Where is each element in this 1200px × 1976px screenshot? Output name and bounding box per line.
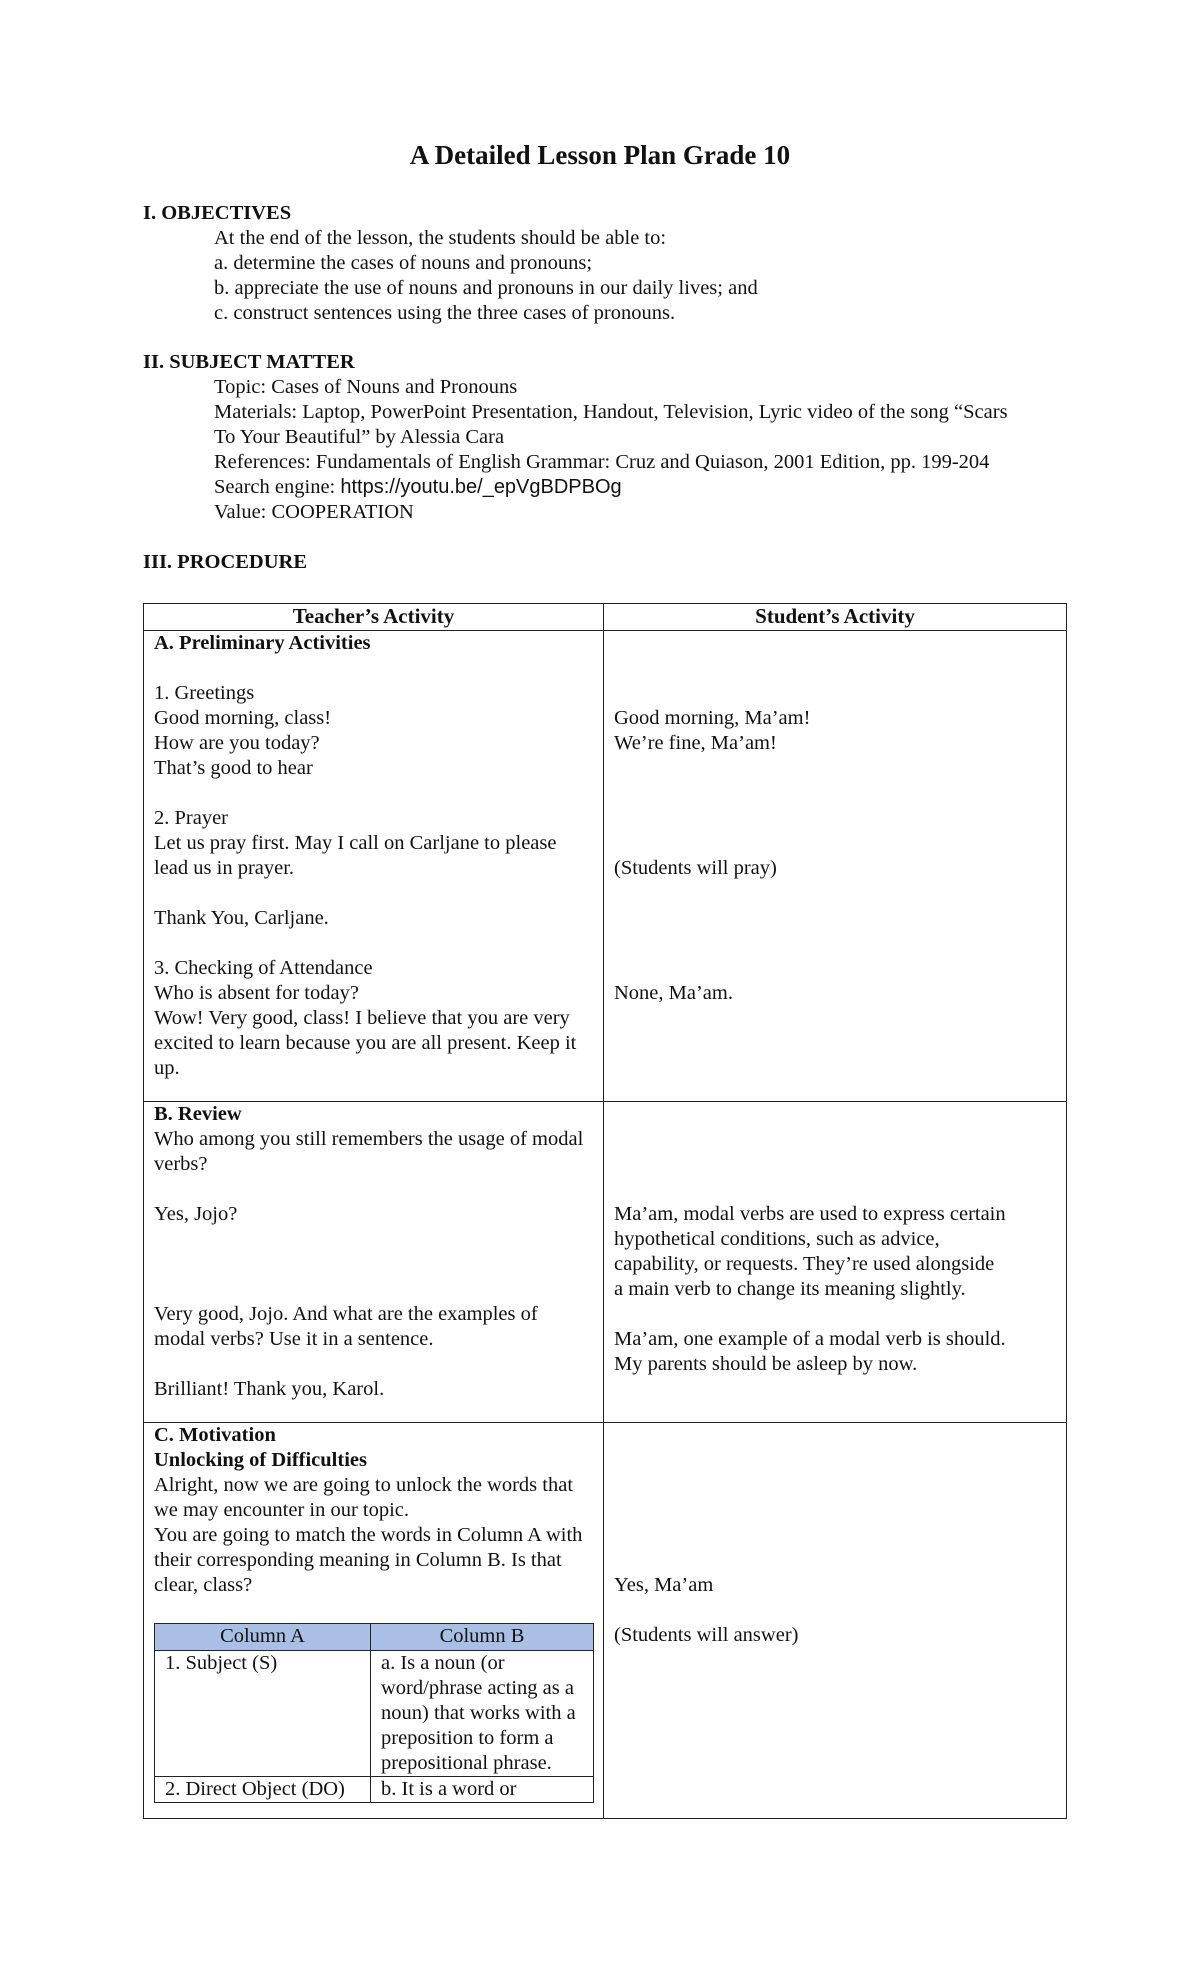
teacher-line: You are going to match the words in Column A with xyxy=(154,1524,583,1546)
teacher-line: modal verbs? Use it in a sentence. xyxy=(154,1328,434,1350)
student-line: My parents should be asleep by now. xyxy=(614,1353,918,1375)
motivation-row xyxy=(144,1423,1067,1819)
materials-line: Materials: Laptop, PowerPoint Presentation, Handout, Television, Lyric video of the song “Scars xyxy=(214,401,1008,423)
greetings-label: 1. Greetings xyxy=(154,682,255,704)
teacher-line: Alright, now we are going to unlock the words that xyxy=(154,1474,574,1496)
column-a-cell: 2. Direct Object (DO) xyxy=(155,1777,371,1803)
objectives-intro: At the end of the lesson, the students should be able to: xyxy=(214,227,667,249)
objective-item: c. construct sentences using the three cases of pronouns. xyxy=(214,302,676,324)
prayer-label: 2. Prayer xyxy=(154,807,229,829)
teacher-line: verbs? xyxy=(154,1153,208,1175)
objective-item: a. determine the cases of nouns and pronouns; xyxy=(214,252,593,274)
matching-table xyxy=(154,1623,594,1803)
preliminary-row xyxy=(144,631,1067,1102)
procedure-table xyxy=(143,603,1067,1819)
search-engine-link[interactable]: https://youtu.be/_epVgBDPBOg xyxy=(340,476,622,498)
teacher-line: we may encounter in our topic. xyxy=(154,1499,410,1521)
procedure-heading: III. PROCEDURE xyxy=(143,551,308,573)
student-line: a main verb to change its meaning slightly. xyxy=(614,1278,966,1300)
student-line: Ma’am, modal verbs are used to express certain xyxy=(614,1203,1006,1225)
materials-line: To Your Beautiful” by Alessia Cara xyxy=(214,426,505,448)
teacher-line: How are you today? xyxy=(154,732,320,754)
teacher-line: lead us in prayer. xyxy=(154,857,295,879)
column-a-cell: 1. Subject (S) xyxy=(155,1651,371,1777)
subject-matter-heading: II. SUBJECT MATTER xyxy=(143,351,355,373)
teacher-line: Who among you still remembers the usage of modal xyxy=(154,1128,584,1150)
search-engine-line xyxy=(143,475,1073,500)
student-line: Good morning, Ma’am! xyxy=(614,707,811,729)
column-b-header: Column B xyxy=(371,1624,594,1651)
matching-row xyxy=(155,1777,594,1803)
value-line: Value: COOPERATION xyxy=(214,501,414,523)
objective-item: b. appreciate the use of nouns and pronouns in our daily lives; and xyxy=(214,277,758,299)
student-line: capability, or requests. They’re used alongside xyxy=(614,1253,995,1275)
matching-row xyxy=(155,1651,594,1777)
objectives-heading: I. OBJECTIVES xyxy=(143,202,292,224)
column-b-cell: b. It is a word or xyxy=(371,1777,594,1803)
unlocking-heading: Unlocking of Difficulties xyxy=(154,1449,367,1471)
student-line: hypothetical conditions, such as advice, xyxy=(614,1228,940,1250)
student-line: Ma’am, one example of a modal verb is should. xyxy=(614,1328,1006,1350)
student-line: None, Ma’am. xyxy=(614,982,733,1004)
teacher-line: excited to learn because you are all present. Keep it xyxy=(154,1032,577,1054)
student-cell xyxy=(604,1102,1067,1423)
teacher-cell xyxy=(144,1102,604,1423)
matching-header-row xyxy=(155,1624,594,1651)
teacher-line: their corresponding meaning in Column B. Is that xyxy=(154,1549,562,1571)
procedure-header-row xyxy=(144,604,1067,631)
topic-line: Topic: Cases of Nouns and Pronouns xyxy=(214,376,518,398)
teacher-line: Very good, Jojo. And what are the examples of xyxy=(154,1303,538,1325)
teacher-activity-header: Teacher’s Activity xyxy=(144,604,604,631)
teacher-line: Thank You, Carljane. xyxy=(154,907,329,929)
motivation-heading: C. Motivation xyxy=(154,1424,276,1446)
review-row xyxy=(144,1102,1067,1423)
student-line: Yes, Ma’am xyxy=(614,1574,714,1596)
student-line: We’re fine, Ma’am! xyxy=(614,732,777,754)
search-engine-label: Search engine: xyxy=(214,476,341,498)
subject-matter-section xyxy=(143,350,1073,525)
teacher-cell xyxy=(144,631,604,1102)
objectives-section xyxy=(143,201,1073,326)
teacher-line: up. xyxy=(154,1057,180,1079)
teacher-line: Good morning, class! xyxy=(154,707,332,729)
column-a-header: Column A xyxy=(155,1624,371,1651)
student-cell xyxy=(604,1423,1067,1819)
teacher-line: Brilliant! Thank you, Karol. xyxy=(154,1378,385,1400)
teacher-line: Wow! Very good, class! I believe that you are very xyxy=(154,1007,570,1029)
student-activity-header: Student’s Activity xyxy=(604,604,1067,631)
student-cell xyxy=(604,631,1067,1102)
review-heading: B. Review xyxy=(154,1103,242,1125)
student-line: (Students will pray) xyxy=(614,857,777,879)
teacher-cell xyxy=(144,1423,604,1819)
preliminary-heading: A. Preliminary Activities xyxy=(154,632,371,654)
procedure-section xyxy=(143,550,1073,575)
page-title: A Detailed Lesson Plan Grade 10 xyxy=(409,140,791,170)
column-b-cell: a. Is a noun (or word/phrase acting as a noun) that works with a preposition to form a prepositional phrase. xyxy=(371,1651,594,1777)
teacher-line: Let us pray first. May I call on Carljane to please xyxy=(154,832,557,854)
attendance-label: 3. Checking of Attendance xyxy=(154,957,373,979)
teacher-line: Yes, Jojo? xyxy=(154,1203,238,1225)
teacher-line: clear, class? xyxy=(154,1574,253,1596)
teacher-line: That’s good to hear xyxy=(154,757,313,779)
student-line: (Students will answer) xyxy=(614,1624,799,1646)
references-line: References: Fundamentals of English Grammar: Cruz and Quiason, 2001 Edition, pp. 199-204 xyxy=(214,451,990,473)
teacher-line: Who is absent for today? xyxy=(154,982,359,1004)
